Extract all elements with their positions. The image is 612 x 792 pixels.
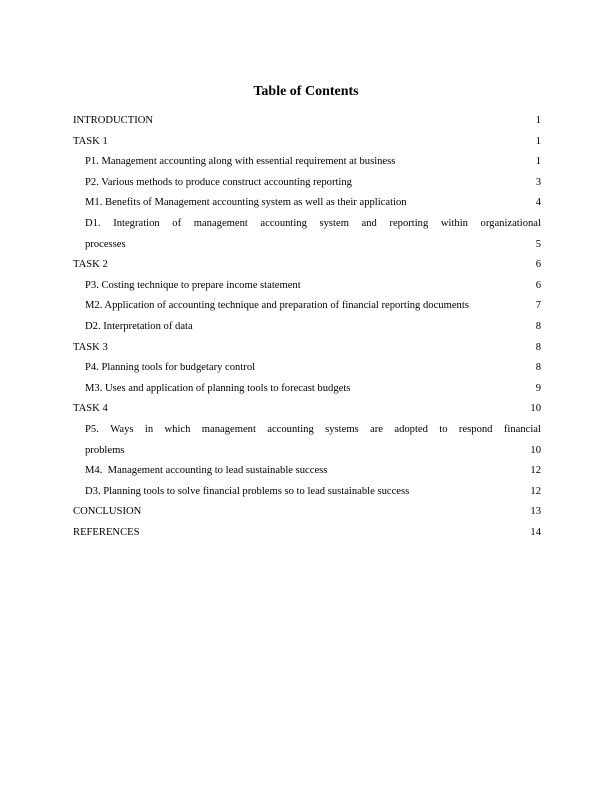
- toc-entry-label: M4. Management accounting to lead sustainable success: [85, 465, 328, 477]
- toc-word: system: [319, 217, 349, 229]
- toc-page-number: 12: [530, 465, 541, 477]
- toc-entry-p1[interactable]: [85, 152, 541, 173]
- toc-entry-first-line: [85, 214, 541, 235]
- toc-entry-task-2[interactable]: [73, 255, 541, 276]
- toc-entry-label: CONCLUSION: [73, 506, 142, 518]
- toc-word: D1.: [85, 217, 101, 229]
- toc-word: respond: [458, 423, 493, 435]
- toc-word: which: [164, 423, 191, 435]
- toc-entry-label: P3. Costing technique to prepare income statement: [85, 279, 301, 291]
- toc-page-number: 8: [535, 341, 541, 353]
- toc-entry-task-3[interactable]: [73, 338, 541, 359]
- toc-word: accounting: [267, 423, 314, 435]
- toc-entry-label: TASK 2: [73, 259, 108, 271]
- toc-entry-label: D3. Planning tools to solve financial problems so to lead sustainable success: [85, 485, 410, 497]
- toc-word: are: [370, 423, 383, 435]
- toc-entry-task-4[interactable]: [73, 399, 541, 420]
- toc-entry-p2[interactable]: [85, 173, 541, 194]
- toc-word: Integration: [113, 217, 160, 229]
- toc-word: to: [439, 423, 448, 435]
- toc-entry-label: M3. Uses and application of planning tools to forecast budgets: [85, 382, 351, 394]
- toc-entry-m4[interactable]: [85, 461, 541, 482]
- toc-page-number: 1: [535, 156, 541, 168]
- toc-entry-second-line: [85, 441, 541, 462]
- toc-word: financial: [503, 423, 541, 435]
- toc-entry-label: M1. Benefits of Management accounting system as well as their application: [85, 197, 407, 209]
- toc-word: organizational: [480, 217, 541, 229]
- toc-page-number: 10: [530, 403, 541, 415]
- toc-word: Ways: [110, 423, 134, 435]
- toc-entry-p4[interactable]: [85, 358, 541, 379]
- toc-entry-d3[interactable]: [85, 482, 541, 503]
- toc-title: Table of Contents: [253, 84, 359, 99]
- toc-page-number: 8: [535, 320, 541, 332]
- toc-word: of: [172, 217, 182, 229]
- toc-page-number: 4: [535, 197, 541, 209]
- toc-entry-m2[interactable]: [85, 296, 541, 317]
- toc-page-number: 7: [535, 300, 541, 312]
- toc-word: P5.: [85, 423, 99, 435]
- toc-entry-label: P2. Various methods to produce construct accounting reporting: [85, 176, 352, 188]
- toc-entry-label: TASK 4: [73, 403, 108, 415]
- toc-page-number: 9: [535, 382, 541, 394]
- toc-entry-task-1[interactable]: [73, 132, 541, 153]
- toc-entry-label: REFERENCES: [73, 526, 140, 538]
- toc-word: and: [361, 217, 377, 229]
- toc-word: adopted: [394, 423, 428, 435]
- toc-entry-m3[interactable]: [85, 379, 541, 400]
- toc-entry-label: problems: [85, 444, 125, 456]
- toc-entry-label: TASK 1: [73, 135, 108, 147]
- toc-entry-m1[interactable]: [85, 193, 541, 214]
- toc-entry-d2[interactable]: [85, 317, 541, 338]
- toc-list: [73, 111, 541, 543]
- toc-word: in: [144, 423, 154, 435]
- toc-word: accounting: [260, 217, 307, 229]
- toc-entry-first-line: [85, 420, 541, 441]
- toc-entry-p3[interactable]: [85, 276, 541, 297]
- toc-page-number: 10: [530, 444, 541, 456]
- toc-entry-p5[interactable]: [85, 420, 541, 461]
- toc-entry-label: M2. Application of accounting technique and preparation of financial reporting documents: [85, 300, 469, 312]
- toc-entry-label: P4. Planning tools for budgetary control: [85, 362, 256, 374]
- toc-page-number: 1: [535, 115, 541, 126]
- toc-entry-d1[interactable]: [85, 214, 541, 255]
- toc-page-number: 14: [530, 526, 541, 538]
- toc-page-number: 5: [535, 238, 541, 250]
- toc-entry-introduction[interactable]: [73, 111, 541, 132]
- toc-word: within: [440, 217, 468, 229]
- toc-page-number: 3: [535, 176, 541, 188]
- toc-entry-references[interactable]: [73, 523, 541, 544]
- toc-entry-second-line: [85, 235, 541, 256]
- toc-entry-label: processes: [85, 238, 126, 250]
- toc-page-number: 8: [535, 362, 541, 374]
- toc-word: management: [193, 217, 248, 229]
- toc-entry-label: D2. Interpretation of data: [85, 320, 193, 332]
- toc-page-number: 6: [535, 279, 541, 291]
- toc-page-number: 12: [530, 485, 541, 497]
- toc-page-number: 13: [530, 506, 541, 518]
- toc-entry-label: TASK 3: [73, 341, 108, 353]
- toc-page-number: 6: [535, 259, 541, 271]
- toc-entry-conclusion[interactable]: [73, 502, 541, 523]
- toc-entry-label: INTRODUCTION: [73, 115, 154, 126]
- toc-word: systems: [325, 423, 359, 435]
- toc-word: management: [201, 423, 256, 435]
- toc-entry-label: P1. Management accounting along with essential requirement at business: [85, 156, 396, 168]
- toc-word: reporting: [389, 217, 429, 229]
- toc-page-number: 1: [535, 135, 541, 147]
